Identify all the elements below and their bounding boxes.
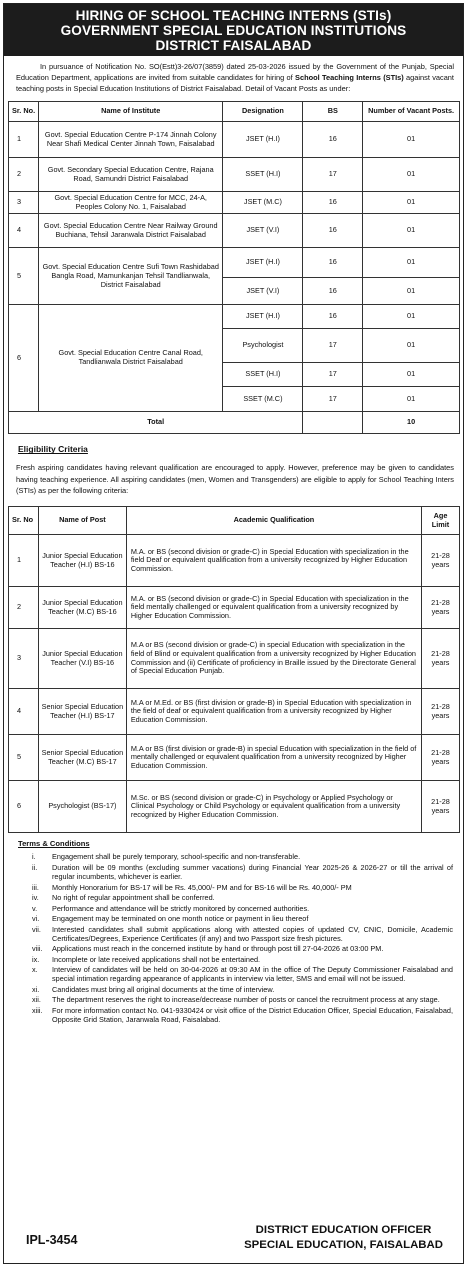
total-bs-cell	[303, 412, 363, 434]
terms-list	[4, 848, 463, 1024]
cell-sr: 2	[9, 158, 39, 192]
intro-text-bold: School Teaching Interns (STIs)	[295, 73, 404, 83]
cell-qualification: M.A or BS (first division or grade-B) in special Education with specialization in the field of mentally challenged or equivalent qualification from a university recognized by Higher Education Commission.	[126, 735, 421, 781]
signer-office: SPECIAL EDUCATION, FAISALABAD	[244, 1239, 443, 1251]
term-item	[28, 965, 453, 983]
cell-sr: 4	[9, 214, 39, 248]
cell-sr: 5	[9, 735, 39, 781]
term-text: Engagement may be terminated on one month notice or payment in lieu thereof	[52, 914, 309, 924]
term-item	[28, 914, 453, 923]
cell-age: 21-28 years	[422, 781, 460, 833]
cell-bs: 17	[303, 363, 363, 387]
cell-qualification: M.A. or BS (second division or grade-C) in Special Education with specialization in the field Deaf or equivalent qualification from a university recognized by Higher Education Commission.	[126, 535, 421, 587]
col-header-age: Age Limit	[422, 507, 460, 535]
terms-title: Terms & Conditions	[18, 839, 90, 849]
table-row	[9, 158, 460, 192]
cell-sr: 3	[9, 192, 39, 214]
criteria-table	[8, 506, 460, 833]
header-banner	[4, 4, 463, 56]
cell-post: Senior Special Education Teacher (M.C) BS-17	[38, 735, 126, 781]
cell-age: 21-28 years	[422, 689, 460, 735]
cell-institute: Govt. Special Education Centre Sufi Town Rashidabad Bangla Road, Mamunkanjan Tehsil Tandlianwala, District Faisalabad	[38, 248, 223, 305]
term-number: ii.	[32, 862, 38, 872]
cell-posts: 01	[363, 248, 460, 278]
term-number: i.	[32, 852, 36, 862]
cell-age: 21-28 years	[422, 535, 460, 587]
term-text: For more information contact No. 041-9330424 or visit office of the District Education Officer, Special Education, Faisalabad, Opposite Grid Station, Jaranwala Road, Faisalabad.	[52, 1005, 453, 1024]
cell-bs: 16	[303, 122, 363, 158]
cell-posts: 01	[363, 305, 460, 329]
cell-post: Junior Special Education Teacher (V.I) BS-16	[38, 629, 126, 689]
term-item	[28, 955, 453, 964]
ipl-number: IPL-3454	[26, 1233, 78, 1247]
advertisement-page	[3, 3, 464, 1264]
cell-designation: JSET (V.I)	[223, 278, 303, 305]
table-row	[9, 781, 460, 833]
cell-qualification: M.A. or BS (second division or grade-C) in Special Education with specialization in the field mentally challenged or equivalent qualification from a university recognized by Higher Education Commission.	[126, 587, 421, 629]
cell-sr: 1	[9, 535, 39, 587]
signer-title: DISTRICT EDUCATION OFFICER	[255, 1224, 432, 1236]
cell-bs: 16	[303, 214, 363, 248]
col-header-sr: Sr. No.	[9, 102, 39, 122]
vacancy-table	[8, 101, 460, 434]
cell-designation: JSET (V.I)	[223, 214, 303, 248]
vacancy-table-header	[9, 102, 460, 122]
header-title-line2: GOVERNMENT SPECIAL EDUCATION INSTITUTIONS	[60, 23, 407, 38]
intro-paragraph	[4, 56, 463, 98]
table-row	[9, 587, 460, 629]
cell-bs: 16	[303, 305, 363, 329]
cell-designation: JSET (H.I)	[223, 248, 303, 278]
term-item	[28, 883, 453, 892]
cell-posts: 01	[363, 214, 460, 248]
cell-sr: 4	[9, 689, 39, 735]
cell-post: Psychologist (BS-17)	[38, 781, 126, 833]
table-row	[9, 122, 460, 158]
cell-posts: 01	[363, 158, 460, 192]
term-text: Engagement shall be purely temporary, school-specific and non-transferable.	[52, 852, 301, 862]
cell-posts: 01	[363, 122, 460, 158]
cell-post: Senior Special Education Teacher (H.I) BS-17	[38, 689, 126, 735]
table-row	[9, 535, 460, 587]
table-row	[9, 629, 460, 689]
term-number: x.	[32, 965, 38, 975]
term-text: Interested candidates shall submit applications along with attested copies of updated CV, CNIC, Domicile, Academic Certificates/Degrees, Experience Certificates (if any) and two Passport size fresh pictures.	[52, 924, 453, 943]
term-text: Interview of candidates will be held on 30-04-2026 at 09:30 AM in the office of The Deputy Commissioner Faisalabad and special intimation regarding appearance of applicants in interview via letter, SMS and email will not be issued.	[52, 965, 453, 984]
intro-text-part1: In pursuance of Notification No. SO(Estt)3-26/07(3859) dated 25-03-2026 issued by the Government of the Punjab, Special Education Department, applications are invited from suitable candidates for hiring of	[16, 62, 454, 83]
cell-institute: Govt. Special Education Centre Near Railway Ground Buchiana, Tehsil Jaranwala District Faisalabad	[38, 214, 223, 248]
cell-sr: 1	[9, 122, 39, 158]
eligibility-text: Fresh aspiring candidates having relevant qualification are encouraged to apply. However, preference may be given to candidates having teaching experience. All aspiring candidates (men, Women and Transgenders) are eligible to apply for School Teaching Inters (STIs) as per the following criteria:	[16, 462, 454, 496]
cell-bs: 17	[303, 158, 363, 192]
col-header-qualification: Academic Qualification	[126, 507, 421, 535]
cell-qualification: M.Sc. or BS (second division or grade-C) in Psychology or Applied Psychology or Clinical Psychology or Child Psychology or equivalent qualification from a university recognized by Higher Education Commission.	[126, 781, 421, 833]
term-number: vi.	[32, 914, 40, 924]
cell-age: 21-28 years	[422, 735, 460, 781]
term-number: v.	[32, 903, 38, 913]
cell-sr: 6	[9, 781, 39, 833]
cell-sr: 5	[9, 248, 39, 305]
term-item	[28, 1006, 453, 1024]
cell-designation: JSET (M.C)	[223, 192, 303, 214]
cell-institute: Govt. Secondary Special Education Centre, Rajana Road, Samundri District Faisalabad	[38, 158, 223, 192]
table-row	[9, 248, 460, 278]
intro-text-part2: against vacant teaching posts in Special Education Institutions of District Faisalabad. Detail of Vacant Posts as under:	[16, 73, 454, 94]
term-number: xi.	[32, 984, 40, 994]
cell-designation: SSET (M.C)	[223, 387, 303, 412]
term-text: Duration will be 09 months (excluding summer vacations) during Financial Year 2025-26 & 2026-27 or till the arrival of regular incumbents, whichever is earlier.	[52, 862, 453, 882]
cell-age: 21-28 years	[422, 587, 460, 629]
cell-age: 21-28 years	[422, 629, 460, 689]
table-row	[9, 214, 460, 248]
term-number: xiii.	[32, 1005, 43, 1015]
term-text: Candidates must bring all original documents at the time of interview.	[52, 984, 275, 994]
cell-sr: 3	[9, 629, 39, 689]
col-header-sr: Sr. No	[9, 507, 39, 535]
header-title-line3: DISTRICT FAISALABAD	[155, 38, 312, 53]
criteria-table-header	[9, 507, 460, 535]
cell-post: Junior Special Education Teacher (H.I) BS-16	[38, 535, 126, 587]
term-text: The department reserves the right to increase/decrease number of posts or cancel the recruitment process at any stage.	[52, 995, 440, 1005]
cell-bs: 16	[303, 278, 363, 305]
cell-designation: SSET (H.I)	[223, 158, 303, 192]
col-header-institute: Name of Institute	[38, 102, 223, 122]
term-text: Performance and attendance will be strictly monitored by concerned authorities.	[52, 903, 310, 913]
total-value: 10	[363, 412, 460, 434]
table-row	[9, 735, 460, 781]
cell-institute: Govt. Special Education Centre Canal Road, Tandlianwala District Faisalabad	[38, 305, 223, 412]
signer-block	[244, 1223, 443, 1253]
col-header-post: Name of Post	[38, 507, 126, 535]
term-number: vii.	[32, 924, 41, 934]
cell-post: Junior Special Education Teacher (M.C) BS-16	[38, 587, 126, 629]
footer	[4, 1217, 463, 1263]
cell-bs: 16	[303, 192, 363, 214]
cell-posts: 01	[363, 329, 460, 363]
term-number: xii.	[32, 995, 41, 1005]
term-item	[28, 904, 453, 913]
header-title-line1: HIRING OF SCHOOL TEACHING INTERNS (STIs)	[75, 8, 392, 23]
cell-posts: 01	[363, 278, 460, 305]
cell-posts: 01	[363, 192, 460, 214]
cell-institute: Govt. Special Education Centre P-174 Jinnah Colony Near Shafi Medical Center Jinnah Town, Faisalabad	[38, 122, 223, 158]
term-number: iii.	[32, 882, 39, 892]
term-item	[28, 995, 453, 1004]
cell-sr: 2	[9, 587, 39, 629]
term-text: Applications must reach in the concerned institute by hand or through post till 27-04-2026 at 03:00 PM.	[52, 944, 384, 954]
term-item	[28, 944, 453, 953]
cell-posts: 01	[363, 363, 460, 387]
term-item	[28, 985, 453, 994]
term-number: iv.	[32, 893, 39, 903]
cell-designation: Psychologist	[223, 329, 303, 363]
term-number: ix.	[32, 954, 40, 964]
total-label: Total	[9, 412, 303, 434]
cell-bs: 16	[303, 248, 363, 278]
cell-designation: SSET (H.I)	[223, 363, 303, 387]
term-item	[28, 852, 453, 861]
eligibility-title: Eligibility Criteria	[18, 444, 88, 455]
cell-designation: JSET (H.I)	[223, 305, 303, 329]
col-header-posts: Number of Vacant Posts.	[363, 102, 460, 122]
term-number: viii.	[32, 944, 43, 954]
cell-qualification: M.A or M.Ed. or BS (first division or grade-B) in Special Education with specialization in the field of deaf or equivalent qualification from a university recognized by Higher Education Commission.	[126, 689, 421, 735]
table-row	[9, 689, 460, 735]
term-text: Incomplete or late received applications shall not be entertained.	[52, 954, 261, 964]
cell-bs: 17	[303, 329, 363, 363]
term-item	[28, 863, 453, 881]
table-row	[9, 192, 460, 214]
cell-designation: JSET (H.I)	[223, 122, 303, 158]
term-text: No right of regular appointment shall be conferred.	[52, 893, 215, 903]
col-header-designation: Designation	[223, 102, 303, 122]
term-text: Monthly Honorarium for BS-17 will be Rs. 45,000/- PM and for BS-16 will be Rs. 40,000/- PM	[52, 882, 352, 892]
cell-bs: 17	[303, 387, 363, 412]
term-item	[28, 893, 453, 902]
term-item	[28, 925, 453, 943]
total-row	[9, 412, 460, 434]
table-row	[9, 305, 460, 329]
cell-institute: Govt. Special Education Centre for MCC, 24-A, Peoples Colony No. 1, Faisalabad	[38, 192, 223, 214]
col-header-bs: BS	[303, 102, 363, 122]
cell-posts: 01	[363, 387, 460, 412]
cell-sr: 6	[9, 305, 39, 412]
cell-qualification: M.A or BS (second division or grade-C) in special Education with specialization in the field of Blind or equivalent qualification from a university recognized by Higher Education Commission and (ii) Certificate of proficiency in Braille issued by the Directorate General of Special Education Punjab.	[126, 629, 421, 689]
